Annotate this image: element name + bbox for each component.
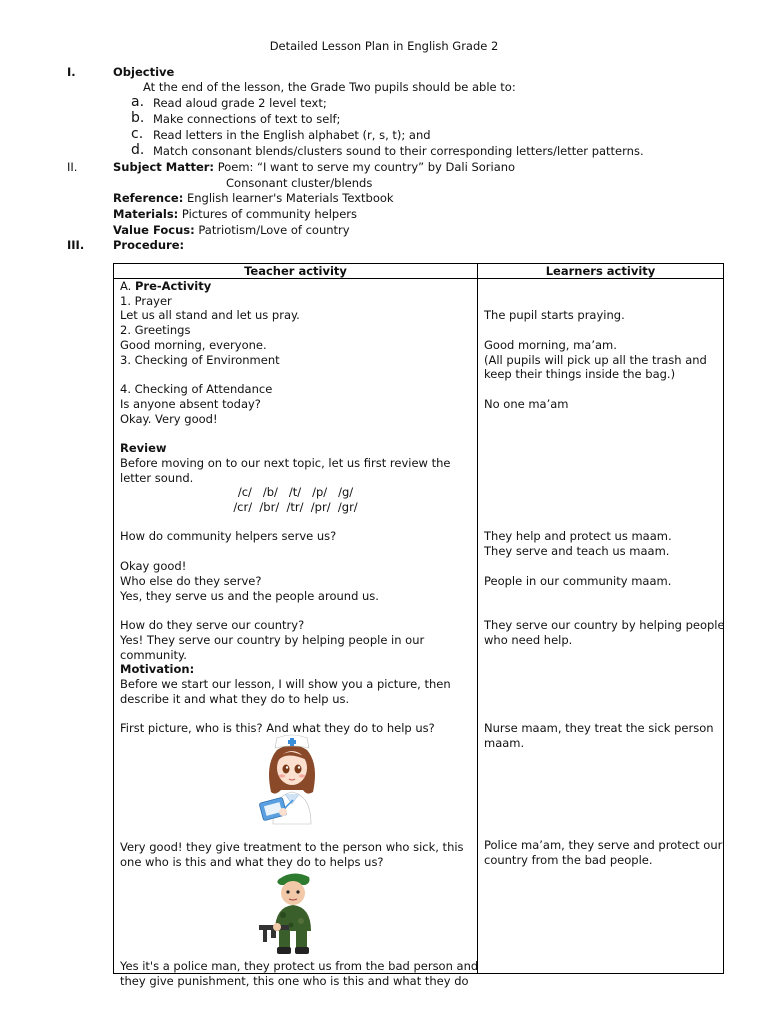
document-title: Detailed Lesson Plan in English Grade 2 [269,39,499,53]
table-header-row [114,264,724,279]
teacher-line: Before we start our lesson, I will show you a picture, then [120,677,451,691]
learner-line: They serve and teach us maam. [484,544,670,558]
objective-item-a: Read aloud grade 2 level text; [153,96,327,110]
teacher-line: Yes! They serve our country by helping people in our [120,633,425,647]
procedure-table [113,263,725,988]
teacher-line: How do community helpers serve us? [120,529,337,543]
reference-value: English learner's Materials Textbook [187,191,394,205]
pre-activity-letter: A. [120,279,135,293]
teacher-line: Good morning, everyone. [120,338,267,352]
teacher-line: one who is this and what they do to helps us? [120,855,384,869]
teacher-line: Is anyone absent today? [120,397,261,411]
objective-heading: Objective [113,65,175,79]
reference-line [113,191,394,205]
teacher-line: 3. Checking of Environment [120,353,280,367]
motivation-heading: Motivation: [120,662,195,676]
objective-item-c: Read letters in the English alphabet (r, s, t); and [153,128,431,142]
teacher-line: Let us all stand and let us pray. [120,308,300,322]
objective-letter-b: b. [131,110,145,126]
review-heading: Review [120,441,167,455]
section-number-procedure: III. [67,238,85,252]
learner-line: Nurse maam, they treat the sick person [484,721,714,735]
learner-line: Police ma’am, they serve and protect our [484,838,723,852]
learner-line: Good morning, ma’am. [484,338,617,352]
teacher-line: First picture, who is this? And what they do to help us? [120,721,435,735]
teacher-line: Before moving on to our next topic, let us first review the [120,456,451,470]
soldier-image [257,869,329,957]
subject-matter-label: Subject Matter: [113,160,215,174]
letter-sounds-row-1: /c/ /b/ /t/ /p/ /g/ [237,485,354,499]
learner-line: They help and protect us maam. [484,529,672,543]
header-learners-activity: Learners activity [478,264,724,279]
objective-letter-d: d. [131,142,145,158]
teacher-activity-cell [114,279,479,988]
learner-line: country from the bad people. [484,853,653,867]
teacher-line: letter sound. [120,471,194,485]
teacher-line: Okay. Very good! [120,412,218,426]
nurse-image [257,734,327,826]
learner-line: (All pupils will pick up all the trash and [484,353,707,367]
objective-letter-c: c. [131,126,144,142]
subject-matter-line [113,160,515,174]
materials-label: Materials: [113,207,179,221]
reference-label: Reference: [113,191,184,205]
teacher-line: describe it and what they do to help us. [120,692,350,706]
value-focus-line [113,223,350,237]
teacher-line: Who else do they serve? [120,574,262,588]
learner-line: who need help. [484,633,573,647]
teacher-line: 2. Greetings [120,323,191,337]
teacher-line: 1. Prayer [120,294,172,308]
learner-line: No one ma’am [484,397,569,411]
value-focus-label: Value Focus: [113,223,195,237]
pre-activity-heading: Pre-Activity [134,279,212,293]
learners-activity-cell [478,279,724,974]
procedure-heading: Procedure: [113,238,185,252]
materials-value: Pictures of community helpers [181,207,358,221]
teacher-line: 4. Checking of Attendance [120,382,273,396]
objective-item-b: Make connections of text to self; [153,112,341,126]
materials-line [113,207,357,221]
pre-activity-line [120,279,211,293]
subject-matter-value-2: Consonant cluster/blends [226,176,373,190]
teacher-line: Yes, they serve us and the people around us. [120,589,379,603]
teacher-line: they give punishment, this one who is this and what they do [120,974,469,988]
table-body-row [114,279,724,974]
teacher-line: community. [120,648,187,662]
teacher-line: Okay good! [120,559,187,573]
learner-line: keep their things inside the bag.) [484,367,676,381]
teacher-line: Very good! they give treatment to the person who sick, this [120,840,464,854]
learner-line: maam. [484,736,525,750]
value-focus-value: Patriotism/Love of country [198,223,350,237]
objective-item-d: Match consonant blends/clusters sound to their corresponding letters/letter patterns. [153,144,644,158]
subject-matter-value: Poem: “I want to serve my country” by Dali Soriano [217,160,516,174]
objective-letter-a: a. [131,94,145,110]
learner-line: They serve our country by helping people [484,618,725,632]
header-teacher-activity: Teacher activity [114,264,478,279]
section-number-subject: II. [67,160,78,174]
learner-line: People in our community maam. [484,574,672,588]
letter-sounds-row-2: /cr/ /br/ /tr/ /pr/ /gr/ [233,500,358,514]
teacher-line: How do they serve our country? [120,618,305,632]
objective-intro: At the end of the lesson, the Grade Two pupils should be able to: [143,80,516,94]
teacher-line: Yes it's a police man, they protect us from the bad person and [120,959,479,973]
learner-line: The pupil starts praying. [484,308,625,322]
section-number-objective: I. [67,65,76,79]
